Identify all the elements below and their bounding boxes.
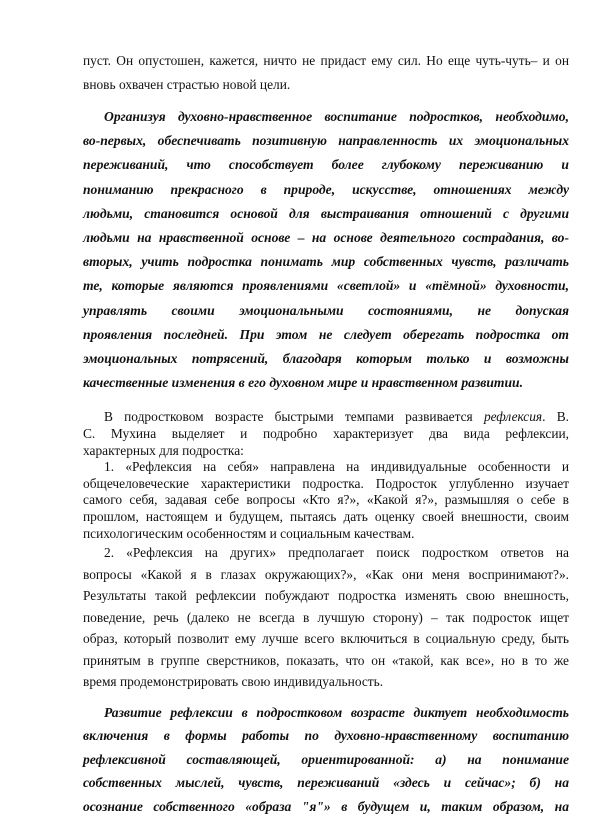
text-line: время продемонстрировать свою индивидуальность. (83, 674, 384, 690)
text-line: во-первых, обеспечивать позитивную направленность их эмоциональных (83, 133, 569, 149)
text-line: людьми, становится основой для выстраивания отношений с другими (83, 205, 569, 221)
text-line: поведение, речь (далеко не всегда в лучшую сторону) – так подросток ищет (83, 609, 569, 625)
text-line: качественные изменения в его духовном мире и нравственном развитии. (83, 375, 523, 391)
text-line: самого себя, задавая себе вопросы «Кто я?», «Какой я?», размышляя о себе в (83, 492, 569, 508)
text-line: рефлексивной составляющей, ориентированной: а) на понимание (83, 751, 569, 767)
text-line: вопросы «Какой я в глазах окружающих?», «Как они меня воспринимают?». (83, 566, 569, 582)
list-item-reflexion-self (83, 459, 569, 542)
text-line: пониманию прекрасного в природе, искусстве, отношениях между (83, 181, 569, 197)
text-line: вновь охвачен страстью новой цели. (83, 77, 291, 92)
text-line: вторых, учить подростка понимать мир собственных чувств, различать (83, 254, 569, 270)
text-run: . В. (542, 409, 569, 425)
text-line: Развитие рефлексии в подростковом возрасте диктует необходимость (104, 704, 569, 720)
text-line: образ, который позволит ему лучше всего включиться в социальную среду, быть (83, 631, 569, 647)
document-page (83, 49, 569, 819)
text-line: общечеловеческие характеристики подростка. Подросток углубленно изучает (83, 475, 569, 491)
text-line: Результаты такой рефлексии побуждают подростка изменять свою внешность, (83, 588, 569, 604)
text-line: проявления последней. При этом не следует оберегать подростка от (83, 326, 569, 342)
paragraph-bold-italic-1 (83, 105, 569, 395)
paragraph-bold-italic-2 (83, 701, 569, 819)
text-line: эмоциональных потрясений, благодаря которым только и возможны (83, 351, 569, 367)
text-line: С. Мухина выделяет и подробно характеризует два вида рефлексии, (83, 426, 569, 442)
text-line: характерных для подростка: (83, 442, 244, 458)
text-line: психологическим особенностям и социальным качествам. (83, 525, 415, 541)
paragraph-continuation (83, 49, 569, 97)
text-line (83, 409, 569, 426)
text-line: собственных мыслей, чувств, переживаний «здесь и сейчас»; б) на (83, 775, 569, 791)
list-item-reflexion-others (83, 542, 569, 693)
text-line: управлять своими эмоциональными состояниями, не допуская (83, 302, 569, 318)
text-line: Организуя духовно-нравственное воспитание подростков, необходимо, (104, 109, 569, 124)
text-line: осознание собственного «образа "я"» в будущем и, таким образом, на (83, 799, 569, 815)
text-line: принятым в группе сверстников, показать, что он «такой, как все», но в то же (83, 652, 569, 668)
text-line: прошлом, настоящем и будущем, пытаясь дать оценку своей внешности, своим (83, 509, 569, 524)
paragraph-reflexion-intro (83, 409, 569, 459)
term-reflexion: рефлексия (483, 409, 543, 425)
text-run: В подростковом возрасте быстрыми темпами развивается (104, 409, 484, 425)
text-line: те, которые являются проявлениями «светлой» и «тёмной» духовности, (83, 278, 569, 294)
text-line: 2. «Рефлексия на других» предполагает поиск подростком ответов на (104, 545, 569, 561)
text-line: пуст. Он опустошен, кажется, ничто не придаст ему сил. Но еще чуть-чуть– и он (83, 53, 569, 68)
text-line: переживаний, что способствует более глубокому переживанию и (83, 157, 569, 173)
text-line: 1. «Рефлексия на себя» направлена на индивидуальные особенности и (104, 459, 569, 475)
text-line: людьми на нравственной основе – на основе деятельного сострадания, во- (83, 230, 569, 246)
text-line: включения в формы работы по духовно-нравственному воспитанию (83, 728, 569, 744)
